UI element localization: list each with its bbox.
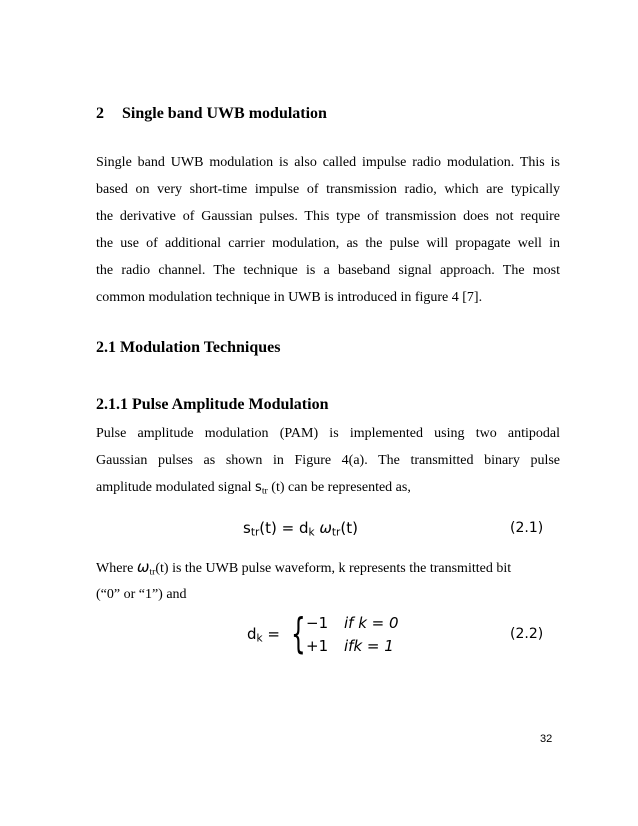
section-title: Single band UWB modulation (122, 105, 327, 122)
paragraph-line: the use of additional carrier modulation, as the pulse will propagate well in (96, 236, 560, 251)
paragraph-line: (“0” or “1”) and (96, 587, 187, 602)
cases-brace: { (291, 609, 306, 658)
signal-symbol: s (255, 480, 262, 495)
paragraph-line: Pulse amplitude modulation (PAM) is implemented using two antipodal (96, 426, 560, 441)
paragraph-line: based on very short-time impulse of transmission radio, which are typically (96, 182, 560, 197)
equation-2-2-lhs: $d_k$ = (247, 625, 280, 645)
intro-paragraph (96, 149, 560, 311)
pam-paragraph (96, 420, 560, 501)
equation-case-2: +1 ifk = 1 (306, 637, 394, 655)
where-paragraph (96, 554, 560, 608)
equation-number: (2.1) (510, 520, 544, 536)
paragraph-line: the radio channel. The technique is a baseband signal approach. The most (96, 263, 560, 278)
section-number: 2 (96, 105, 104, 122)
equation-2-1: $s_{tr}(t) = d_k$ $\omega_{tr}(t)$ (243, 519, 358, 539)
equation-number: (2.2) (510, 626, 544, 642)
subsection-heading: 2.1 Modulation Techniques (96, 339, 281, 356)
paragraph-line: common modulation technique in UWB is introduced in figure 4 [7]. (96, 290, 483, 305)
section-heading (96, 105, 327, 123)
paragraph-line: amplitude modulated signal $s_{tr}$ (t) can be represented as, (96, 480, 411, 497)
paragraph-line: Gaussian pulses as shown in Figure 4(a). The transmitted binary pulse (96, 453, 560, 468)
paragraph-line: the derivative of Gaussian pulses. This type of transmission does not require (96, 209, 560, 224)
subsubsection-heading: 2.1.1 Pulse Amplitude Modulation (96, 396, 329, 413)
page-number: 32 (540, 733, 553, 745)
equation-case-1: −1 if k = 0 (306, 614, 399, 632)
paragraph-line: Single band UWB modulation is also called impulse radio modulation. This is (96, 155, 560, 170)
paragraph-line: Where $\omega_{tr}(t)$ is the UWB pulse waveform, k represents the transmitted bit (96, 558, 512, 578)
